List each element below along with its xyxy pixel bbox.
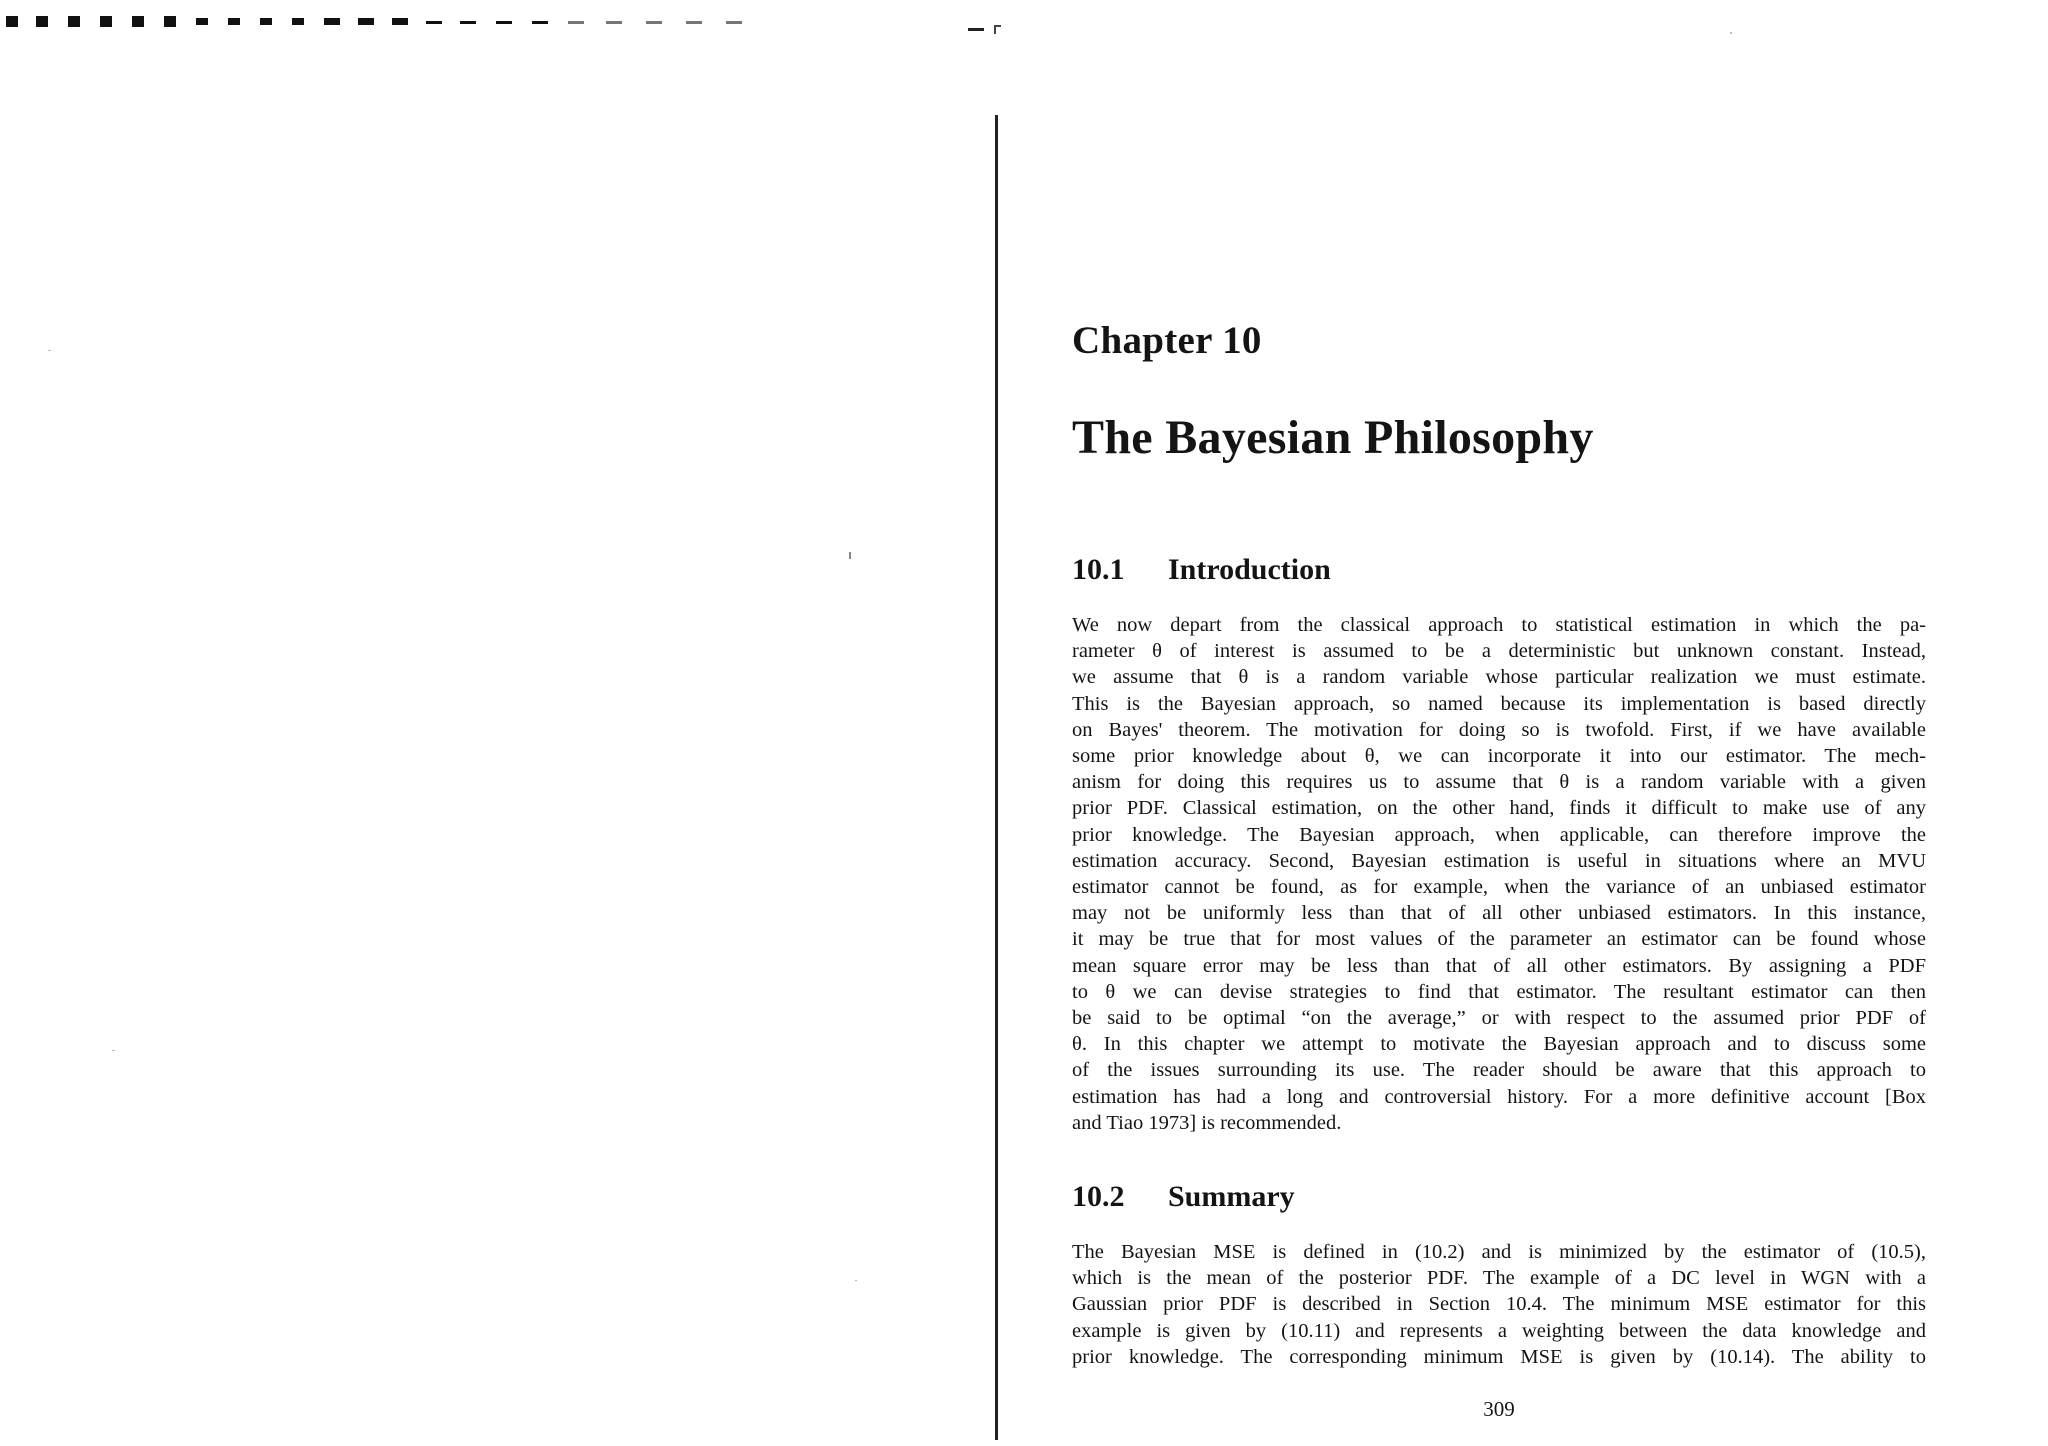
perforation-mark [726, 21, 742, 24]
text-line: it may be true that for most values of the parameter an estimator can be found whose [1072, 928, 1926, 951]
text-line: θ. In this chapter we attempt to motivate the Bayesian approach and to discuss some [1072, 1033, 1926, 1056]
section-heading-summary [1072, 1180, 1295, 1214]
text-line: may not be uniformly less than that of all other unbiased estimators. In this instance, [1072, 902, 1926, 925]
perforation-mark [164, 16, 176, 27]
perforation-mark [132, 16, 144, 27]
perforation-mark [324, 18, 340, 25]
scan-speck [855, 1280, 857, 1281]
perforation-mark [100, 16, 112, 27]
introduction-paragraph [1072, 612, 1926, 1136]
text-line: example is given by (10.11) and represents a weighting between the data knowledge and [1072, 1319, 1926, 1342]
scan-speck [112, 1050, 115, 1051]
perforation-mark [568, 21, 584, 24]
scan-perforation-marks [6, 14, 786, 30]
perforation-mark [496, 21, 512, 24]
section-title: Summary [1168, 1180, 1295, 1213]
text-line: estimator cannot be found, as for example, when the variance of an unbiased estimator [1072, 876, 1926, 899]
perforation-mark [606, 21, 622, 24]
chapter-title: The Bayesian Philosophy [1072, 411, 1594, 464]
text-line: on Bayes' theorem. The motivation for doing so is twofold. First, if we have available [1072, 718, 1926, 741]
text-line: be said to be optimal “on the average,” or with respect to the assumed prior PDF of [1072, 1007, 1926, 1030]
text-line: we assume that θ is a random variable whose particular realization we must estimate. [1072, 666, 1926, 689]
text-line: of the issues surrounding its use. The reader should be aware that this approach to [1072, 1059, 1926, 1082]
perforation-mark [358, 18, 374, 25]
text-line: The Bayesian MSE is defined in (10.2) and is minimized by the estimator of (10.5), [1072, 1241, 1926, 1263]
perforation-mark [392, 18, 408, 25]
perforation-mark [228, 18, 240, 25]
perforation-mark [646, 21, 662, 24]
scan-speck [849, 552, 851, 559]
perforation-mark [260, 18, 272, 25]
perforation-mark [196, 18, 208, 25]
perforation-mark [36, 16, 48, 27]
scan-corner-mark [968, 22, 1004, 36]
text-line: estimation has had a long and controversial history. For a more definitive account [Box [1072, 1085, 1926, 1108]
perforation-mark [68, 16, 80, 27]
text-line: Gaussian prior PDF is described in Section 10.4. The minimum MSE estimator for this [1072, 1293, 1926, 1316]
perforation-mark [460, 21, 476, 24]
text-line: estimation accuracy. Second, Bayesian estimation is useful in situations where an MVU [1072, 849, 1926, 872]
perforation-mark [6, 16, 18, 27]
text-line: We now depart from the classical approach to statistical estimation in which the pa- [1072, 614, 1926, 636]
section-number: 10.2 [1072, 1180, 1125, 1213]
text-line: and Tiao 1973] is recommended. [1072, 1111, 1342, 1134]
text-line: This is the Bayesian approach, so named because its implementation is based directly [1072, 692, 1926, 715]
page-number: 309 [1483, 1397, 1515, 1421]
chapter-label: Chapter 10 [1072, 319, 1262, 362]
text-line: anism for doing this requires us to assume that θ is a random variable with a given [1072, 771, 1926, 794]
text-line: to θ we can devise strategies to find that estimator. The resultant estimator can then [1072, 980, 1926, 1003]
perforation-mark [292, 18, 304, 25]
text-line: prior knowledge. The Bayesian approach, when applicable, can therefore improve the [1072, 823, 1926, 846]
book-spine [995, 115, 998, 1440]
summary-paragraph [1072, 1239, 1926, 1370]
right-page [1072, 0, 1932, 1446]
section-number: 10.1 [1072, 553, 1125, 586]
text-line: some prior knowledge about θ, we can incorporate it into our estimator. The mech- [1072, 745, 1926, 768]
text-line: prior knowledge. The corresponding minimum MSE is given by (10.14). The ability to [1072, 1345, 1926, 1368]
text-line: rameter θ of interest is assumed to be a deterministic but unknown constant. Instead, [1072, 640, 1926, 663]
text-line: mean square error may be less than that of all other estimators. By assigning a PDF [1072, 954, 1926, 977]
perforation-mark [426, 21, 442, 24]
text-line: which is the mean of the posterior PDF. The example of a DC level in WGN with a [1072, 1267, 1926, 1290]
scan-speck [48, 350, 51, 351]
text-line: prior PDF. Classical estimation, on the other hand, finds it difficult to make use of any [1072, 797, 1926, 820]
section-title: Introduction [1168, 553, 1331, 586]
perforation-mark [532, 21, 548, 24]
section-heading-introduction [1072, 553, 1331, 587]
perforation-mark [686, 21, 702, 24]
